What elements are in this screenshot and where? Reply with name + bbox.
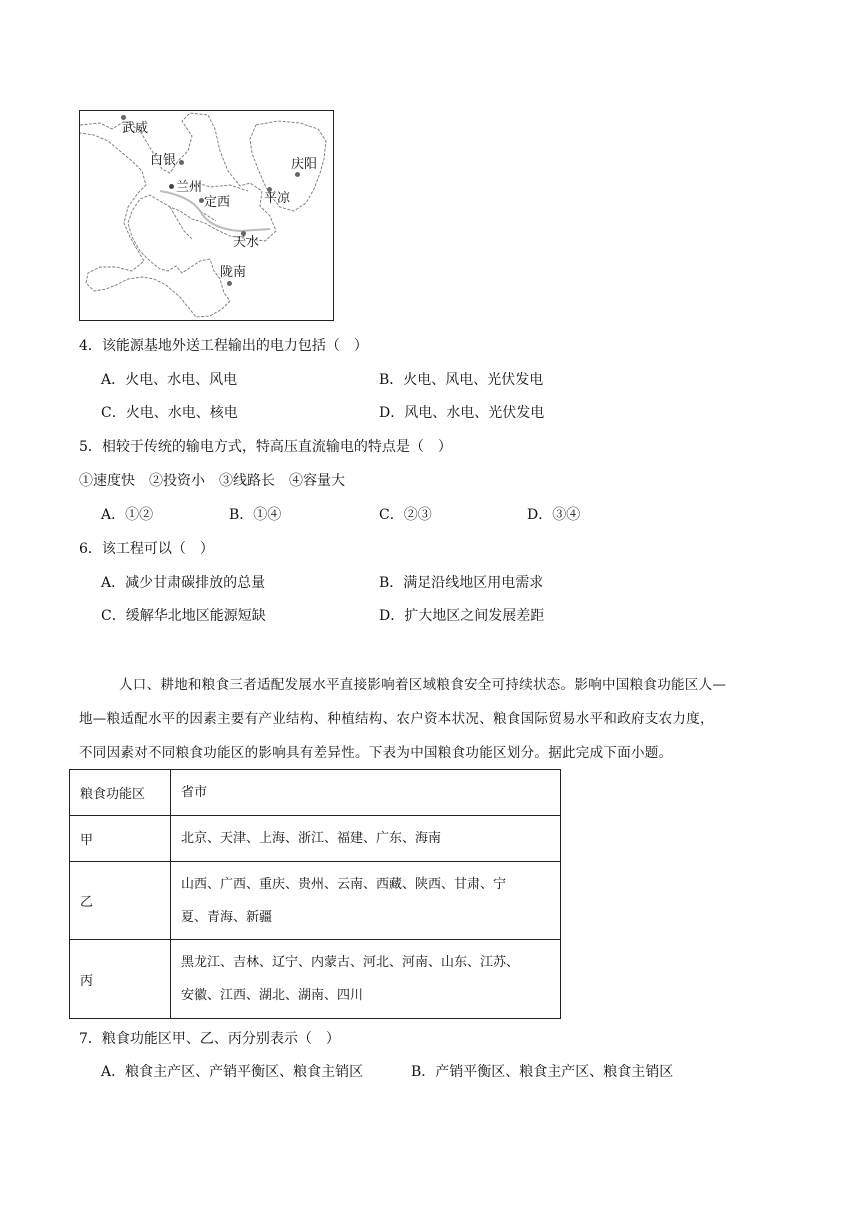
table-cell-provinces-line: 黑龙江、吉林、辽宁、内蒙古、河北、河南、山东、江苏、 bbox=[181, 955, 520, 970]
city-label-dingxi: 定西 bbox=[204, 195, 231, 210]
question-4-option-c: C．火电、水电、核电 bbox=[101, 405, 238, 421]
question-4-option-d: D．风电、水电、光伏发电 bbox=[379, 405, 545, 421]
table-cell-zone: 丙 bbox=[70, 940, 171, 1019]
table-cell-provinces-line: 夏、青海、新疆 bbox=[181, 909, 273, 925]
question-5-option-d: D．③④ bbox=[527, 507, 581, 523]
question-4-option-b: B．火电、风电、光伏发电 bbox=[379, 372, 544, 388]
question-4-stem: 4．该能源基地外送工程输出的电力包括（ ） bbox=[79, 338, 368, 354]
table-row bbox=[70, 940, 561, 1019]
question-6-option-b: B．满足沿线地区用电需求 bbox=[379, 575, 544, 591]
question-6-option-a: A．减少甘肃碳排放的总量 bbox=[101, 575, 266, 591]
table-row bbox=[70, 816, 561, 862]
passage-line-1: 人口、耕地和粮食三者适配发展水平直接影响着区域粮食安全可持续状态。影响中国粮食功能区人— bbox=[119, 677, 727, 693]
city-label-wuwei: 武威 bbox=[122, 121, 149, 136]
question-5-option-b: B．①④ bbox=[229, 507, 282, 523]
city-label-qingyang: 庆阳 bbox=[291, 157, 318, 172]
table-cell-zone: 甲 bbox=[70, 816, 171, 862]
city-label-lanzhou: 兰州 bbox=[176, 180, 203, 195]
gansu-map bbox=[79, 110, 334, 321]
question-7-stem: 7．粮食功能区甲、乙、丙分别表示（ ） bbox=[79, 1031, 340, 1047]
map-outline bbox=[80, 111, 332, 319]
passage-line-2: 地—粮适配水平的因素主要有产业结构、种植结构、农户资本状况、粮食国际贸易水平和政府支农力度， bbox=[79, 711, 714, 727]
table-cell-provinces-line: 安徽、江西、湖北、湖南、四川 bbox=[181, 988, 364, 1003]
table-cell-provinces-line: 北京、天津、上海、浙江、福建、广东、海南 bbox=[181, 831, 442, 846]
city-label-tianshui: 天水 bbox=[233, 235, 260, 250]
question-5-stem: 5．相较于传统的输电方式，特高压直流输电的特点是（ ） bbox=[79, 439, 452, 455]
table-header-row bbox=[70, 770, 561, 816]
city-dot-longnan bbox=[227, 281, 232, 286]
question-4-option-a: A．火电、水电、风电 bbox=[101, 372, 238, 388]
table-cell-provinces bbox=[171, 940, 561, 1019]
question-6-option-c: C．缓解华北地区能源短缺 bbox=[101, 608, 266, 624]
city-label-baiyin: 白银 bbox=[150, 153, 177, 168]
table-cell-provinces-line: 山西、广西、重庆、贵州、云南、西藏、陕西、甘肃、宁 bbox=[181, 876, 507, 892]
question-7-option-a: A．粮食主产区、产销平衡区、粮食主销区 bbox=[101, 1064, 364, 1080]
table-row bbox=[70, 862, 561, 940]
table-cell-zone: 乙 bbox=[70, 862, 171, 940]
grain-zone-table bbox=[69, 769, 561, 1019]
city-label-pingliang: 平凉 bbox=[264, 191, 291, 206]
table-header-zone: 粮食功能区 bbox=[70, 770, 171, 816]
city-label-longnan: 陇南 bbox=[220, 265, 247, 280]
question-5-option-a: A．①② bbox=[101, 507, 154, 523]
question-5-option-c: C．②③ bbox=[379, 507, 432, 523]
city-dot-lanzhou bbox=[169, 184, 174, 189]
city-dot-baiyin bbox=[179, 160, 184, 165]
question-7-option-b: B．产销平衡区、粮食主产区、粮食主销区 bbox=[411, 1064, 674, 1080]
table-cell-provinces bbox=[171, 816, 561, 862]
question-6-option-d: D．扩大地区之间发展差距 bbox=[379, 608, 545, 624]
question-5-statements: ①速度快 ②投资小 ③线路长 ④容量大 bbox=[79, 473, 345, 489]
city-dot-wuwei bbox=[121, 115, 126, 120]
table-cell-provinces bbox=[171, 862, 561, 940]
question-6-stem: 6．该工程可以（ ） bbox=[79, 541, 214, 557]
table-header-provinces: 省市 bbox=[171, 770, 561, 816]
passage-line-3: 不同因素对不同粮食功能区的影响具有差异性。下表为中国粮食功能区划分。据此完成下面小题。 bbox=[79, 745, 673, 761]
